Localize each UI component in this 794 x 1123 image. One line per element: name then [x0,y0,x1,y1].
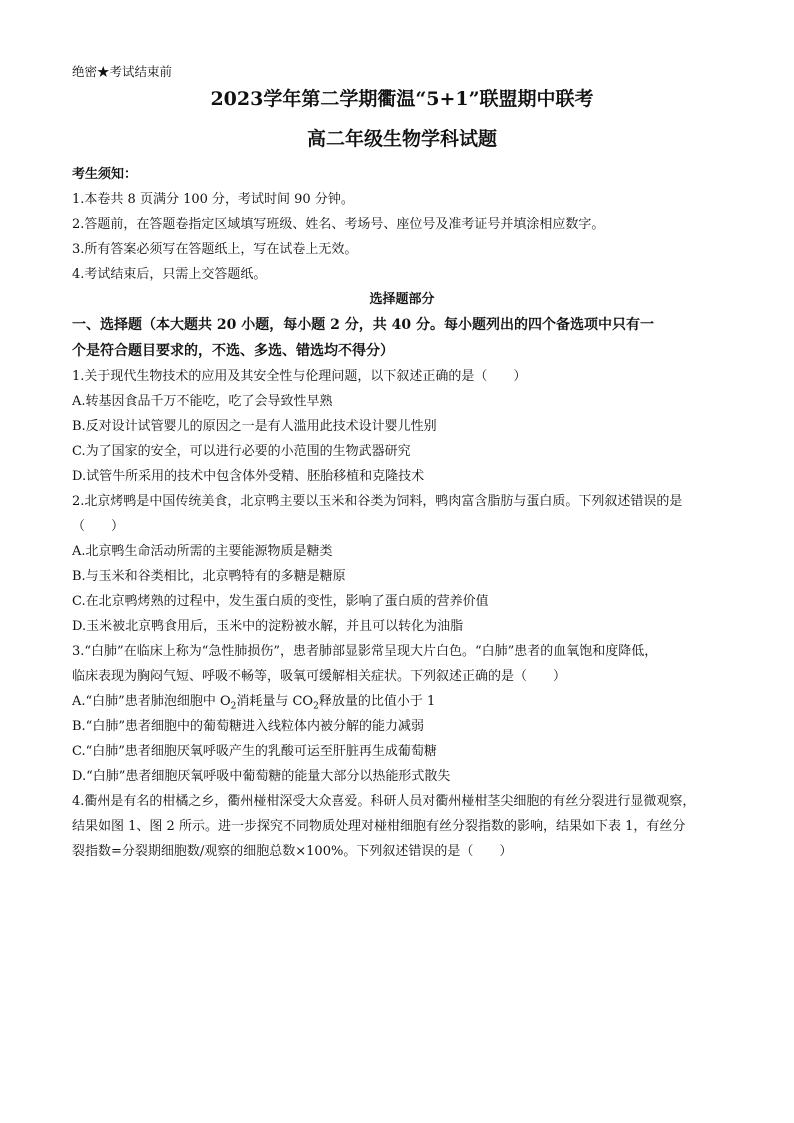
q2-option-a: A.北京鸭生命活动所需的主要能源物质是糖类 [72,544,333,559]
section-heading-line1: 一、选择题（本大题共 20 小题，每小题 2 分，共 40 分。每小题列出的四个备选项中只有一 [72,317,654,333]
q3-option-d: D.“白肺”患者细胞厌氧呼吸中葡萄糖的能量大部分以热能形式散失 [72,769,451,784]
q2-stem-line1: 2.北京烤鸭是中国传统美食，北京鸭主要以玉米和谷类为饲料，鸭肉富含脂肪与蛋白质。下列叙述错误的是 [72,494,683,509]
exam-page [72,62,732,864]
q4-stem-line2: 结果如图 1、图 2 所示。进一步探究不同物质处理对椪柑细胞有丝分裂指数的影响，结果如下表 1，有丝分 [72,819,686,834]
q2-option-b: B.与玉米和谷类相比，北京鸭特有的多糖是糖原 [72,569,346,584]
q3-option-a-mid: 消耗量与 CO [236,694,314,709]
co2-subscript: 2 [313,701,319,712]
q4-stem-line1: 4.衢州是有名的柑橘之乡，衢州椪柑深受大众喜爱。科研人员对衢州椪柑茎尖细胞的有丝分裂进行显微观察， [72,794,696,809]
q2-option-c: C.在北京鸭烤熟的过程中，发生蛋白质的变性，影响了蛋白质的营养价值 [72,594,489,609]
q3-option-b: B.“白肺”患者细胞中的葡萄糖进入线粒体内被分解的能力减弱 [72,719,424,734]
q4-stem-line3: 裂指数=分裂期细胞数/观察的细胞总数×100%。下列叙述错误的是（ ） [72,844,513,859]
secret-mark: 绝密★考试结束前 [72,64,173,79]
notice-item-2: 2.答题前，在答题卷指定区域填写班级、姓名、考场号、座位号及准考证号并填涂相应数字。 [72,217,605,232]
q1-option-b: B.反对设计试管婴儿的原因之一是有人滥用此技术设计婴儿性别 [72,419,437,434]
q1-stem: 1.关于现代生物技术的应用及其安全性与伦理问题，以下叙述正确的是（ ） [72,369,527,384]
notice-heading: 考生须知： [72,167,138,182]
notice-item-3: 3.所有答案必须写在答题纸上，写在试卷上无效。 [72,242,358,257]
q3-option-a [72,689,732,714]
section-heading-line2: 个是符合题目要求的，不选、多选、错选均不得分） [72,343,394,359]
exam-title: 2023学年第二学期衢温“5+1”联盟期中联考 [210,88,594,110]
q1-option-a: A.转基因食品千万不能吃，吃了会导致性早熟 [72,394,333,409]
q1-option-c: C.为了国家的安全，可以进行必要的小范围的生物武器研究 [72,444,411,459]
q3-stem-line2: 临床表现为胸闷气短、呼吸不畅等，吸氧可缓解相关症状。下列叙述正确的是（ ） [72,669,567,684]
q2-stem-line2: （ ） [72,519,125,534]
q3-option-a-post: 释放量的比值小于 1 [318,694,436,709]
exam-subtitle: 高二年级生物学科试题 [306,128,497,150]
q3-option-a-pre: A.“白肺”患者肺泡细胞中 O [72,694,231,709]
q1-option-d: D.试管牛所采用的技术中包含体外受精、胚胎移植和克隆技术 [72,469,425,484]
o2-subscript: 2 [230,701,237,712]
notice-item-4: 4.考试结束后，只需上交答题纸。 [72,267,267,282]
q3-option-c: C.“白肺”患者细胞厌氧呼吸产生的乳酸可运至肝脏再生成葡萄糖 [72,744,437,759]
notice-item-1: 1.本卷共 8 页满分 100 分，考试时间 90 分钟。 [72,192,354,207]
part-title: 选择题部分 [369,292,435,307]
q3-stem-line1: 3.“白肺”在临床上称为“急性肺损伤”，患者肺部显影常呈现大片白色。“白肺”患者的血氧饱和度降低， [72,644,658,659]
q2-option-d: D.玉米被北京鸭食用后，玉米中的淀粉被水解，并且可以转化为油脂 [72,619,464,634]
